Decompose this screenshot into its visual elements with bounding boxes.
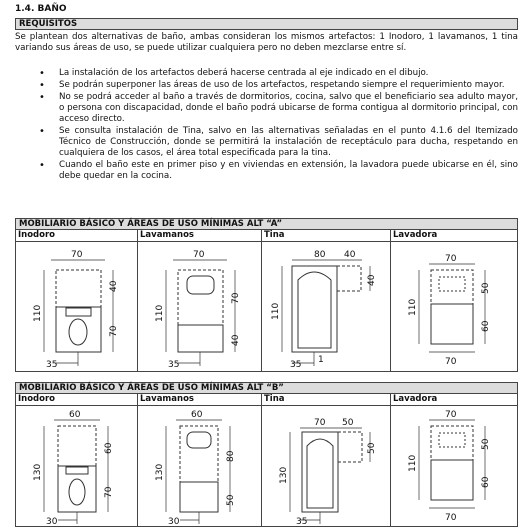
alt-a-header: MOBILIARIO BÁSICO Y ÁREAS DE USO MÍNIMAS ALT “A” xyxy=(15,218,518,230)
tina-b-cell xyxy=(261,405,391,526)
dim-lower: 60 xyxy=(481,320,491,332)
tank-icon xyxy=(66,467,88,474)
fixture-area xyxy=(178,325,223,352)
list-item: • Cuando el baño este en primer piso y en viviendas en extensión, la lavadora puede ubicarse en él, sino debe quedar en la cocina. xyxy=(15,160,518,182)
lavadora-a-cell xyxy=(390,241,517,371)
dim-total: 110 xyxy=(271,302,281,320)
tub-basin-icon xyxy=(298,272,331,348)
col-inodoro: Inodoro xyxy=(18,394,56,404)
lavadora-a-drawing xyxy=(391,242,517,370)
dim-upper: 50 xyxy=(481,438,491,450)
alt-b-header: MOBILIARIO BÁSICO Y ÁREAS DE USO MÍNIMAS ALT “B” xyxy=(15,382,518,394)
toilet-bowl-icon xyxy=(69,479,85,505)
lavadora-b-cell xyxy=(390,405,517,526)
use-area xyxy=(338,432,362,462)
dim-width: 70 xyxy=(314,418,326,428)
dim-extra: 40 xyxy=(344,250,356,260)
lavamanos-a-cell xyxy=(137,241,262,371)
list-item: • No se podrá acceder al baño a través de dormitorios, cocina, salvo que el beneficiario sea adulto mayor, o persona con discapacidad, donde el baño podrá ubicarse de forma contigua al dormitorio principal, con acceso directo. xyxy=(15,92,518,125)
requisitos-list xyxy=(15,68,518,183)
inodoro-b-drawing xyxy=(16,406,137,526)
dim-extra-height: 40 xyxy=(367,274,377,286)
dim-upper: 80 xyxy=(226,450,236,462)
use-area xyxy=(337,266,361,291)
inodoro-a-drawing xyxy=(16,242,137,370)
dim-width: 60 xyxy=(191,410,203,420)
dim-total: 110 xyxy=(408,298,418,316)
dim-axis: 35 xyxy=(296,517,308,526)
sink-icon xyxy=(187,432,211,448)
dim-axis: 35 xyxy=(46,360,58,370)
toilet-bowl-icon xyxy=(69,319,87,345)
alt-b-grid xyxy=(15,393,518,527)
dim-lower: 40 xyxy=(231,334,241,346)
lavamanos-a-drawing xyxy=(138,242,262,370)
alt-a-grid xyxy=(15,229,518,372)
list-item: • Se podrán superponer las áreas de uso de los artefactos, respetando siempre el requerimiento mayor. xyxy=(15,80,518,91)
inodoro-a-cell xyxy=(16,241,138,371)
dim-width-bottom: 70 xyxy=(445,357,457,367)
dim-total: 110 xyxy=(408,454,418,472)
list-item: • La instalación de los artefactos deberá hacerse centrada al eje indicado en el dibujo. xyxy=(15,68,518,79)
col-lavadora: Lavadora xyxy=(393,230,438,240)
col-tina: Tina xyxy=(264,394,285,404)
requisitos-header: REQUISITOS xyxy=(15,18,518,30)
tina-a-drawing xyxy=(262,242,391,370)
col-lavamanos: Lavamanos xyxy=(140,230,194,240)
dim-width: 70 xyxy=(193,250,205,260)
fixture-area xyxy=(180,482,218,512)
tub-basin-icon xyxy=(307,439,333,508)
col-lavamanos: Lavamanos xyxy=(140,394,194,404)
use-area xyxy=(431,270,473,304)
dim-upper: 60 xyxy=(104,442,114,454)
washer-lid-icon xyxy=(439,277,465,291)
inodoro-b-cell xyxy=(16,405,138,526)
lavamanos-b-cell xyxy=(137,405,262,526)
dim-width: 70 xyxy=(71,250,83,260)
dim-upper: 50 xyxy=(481,282,491,294)
fixture-area xyxy=(431,460,473,500)
washer-lid-icon xyxy=(439,433,465,447)
dim-axis-mark: 1 xyxy=(318,355,324,365)
col-lavadora: Lavadora xyxy=(393,394,438,404)
col-inodoro: Inodoro xyxy=(18,230,56,240)
tina-a-cell xyxy=(261,241,391,371)
lavadora-b-drawing xyxy=(391,406,517,526)
requisitos-intro: Se plantean dos alternativas de baño, ambas consideran los mismos artefactos: 1 Inodoro, 1 lavamanos, 1 tina variando sus áreas de uso, se puede utilizar cualquiera pero no deben mezclarse entre sí. xyxy=(15,32,518,53)
fixture-area xyxy=(431,304,473,344)
dim-upper: 40 xyxy=(109,280,119,292)
use-area xyxy=(56,270,101,307)
dim-lower: 50 xyxy=(226,494,236,506)
dim-axis: 30 xyxy=(46,517,58,526)
use-area xyxy=(178,270,223,325)
dim-axis: 35 xyxy=(290,360,302,370)
sink-icon xyxy=(187,276,214,294)
dim-width-top: 70 xyxy=(445,410,457,420)
dim-width-bottom: 70 xyxy=(445,513,457,523)
dim-extra-height: 50 xyxy=(367,442,377,454)
use-area xyxy=(431,426,473,460)
use-area xyxy=(58,426,96,466)
lavamanos-b-drawing xyxy=(138,406,262,526)
section-heading: 1.4. BAÑO xyxy=(15,4,67,14)
dim-axis: 30 xyxy=(168,517,180,526)
tina-b-drawing xyxy=(262,406,391,526)
dim-upper: 70 xyxy=(231,292,241,304)
dim-width: 60 xyxy=(69,410,81,420)
dim-total: 130 xyxy=(155,463,165,481)
tank-icon xyxy=(66,308,91,316)
list-item: • Se consulta instalación de Tina, salvo en las alternativas señaladas en el punto 4.1.6 del Itemizado Técnico de Construcción, donde se permitirá la instalación de receptáculo para ducha, respetando en cualquiera de los casos, el área total especificada para la tina. xyxy=(15,126,518,159)
dim-width: 80 xyxy=(314,250,326,260)
dim-lower: 60 xyxy=(481,476,491,488)
dim-width-top: 70 xyxy=(445,254,457,264)
col-tina: Tina xyxy=(264,230,285,240)
dim-total: 130 xyxy=(33,463,43,481)
dim-total: 110 xyxy=(33,304,43,322)
dim-lower: 70 xyxy=(109,325,119,337)
dim-axis: 35 xyxy=(168,360,180,370)
dim-extra: 50 xyxy=(342,418,354,428)
use-area xyxy=(180,426,218,482)
dim-lower: 70 xyxy=(104,486,114,498)
dim-total: 110 xyxy=(155,304,165,322)
dim-total: 130 xyxy=(279,466,289,484)
